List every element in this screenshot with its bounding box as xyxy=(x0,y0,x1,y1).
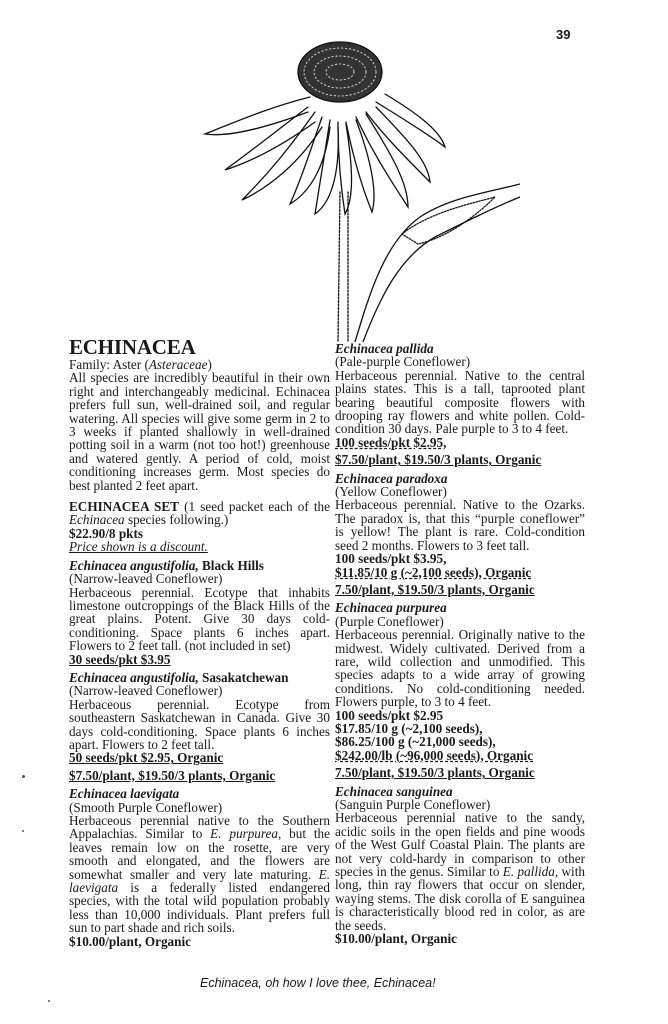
entry-pallida xyxy=(335,342,585,467)
common-name: (Narrow-leaved Coneflower) xyxy=(69,683,223,699)
price-line: 7.50/plant, $19.50/3 plants, Organic xyxy=(335,765,535,781)
entry-angustifolia-black-hills: Echinacea angustifolia, Black Hills (Narrow-leaved Coneflower) Herbaceous perennial. Ecotype that inhabits limestone outcroppings of the Black Hills of the great plains. Potent. Give 30 days cold-conditioning. Space plants 6 inches apart. Flowers to 2 feet tall. (not included in set) 30 seeds/pkt $3.95 xyxy=(69,557,330,667)
species-name: Echinacea laevigata xyxy=(69,786,180,802)
description: Herbaceous perennial. Native to the central plains states. This is a tall, taprooted plant bearing beautiful composite flowers with drooping ray flowers and white pollen. Cold-condition 30 days. Pale purple to 3 to 4 feet. xyxy=(335,367,585,437)
coneflower-illustration xyxy=(180,12,520,342)
price-line: 7.50/plant, $19.50/3 plants, Organic xyxy=(335,581,535,597)
common-name: (Purple Coneflower) xyxy=(335,613,444,629)
section-heading: ECHINACEA xyxy=(69,335,196,359)
set-discount-note: Price shown is a discount. xyxy=(69,539,208,555)
price-line: $86.25/100 g (~21,000 seeds), xyxy=(335,734,496,750)
description: Herbaceous perennial. Ecotype from southeastern Saskatchewan in Canada. Give 30 days cold-conditioning. Space plants 6 inches apart. Flowers to 2 feet tall. xyxy=(69,696,330,752)
price-line: $10.00/plant, Organic xyxy=(335,931,457,947)
left-column xyxy=(69,330,330,948)
price-line: $11.85/10 g (~2,100 seeds), Organic xyxy=(335,564,532,580)
species-name: Echinacea sanguinea xyxy=(335,783,453,799)
species-name: Echinacea pallida xyxy=(335,341,434,356)
set-price: $22.90/8 pkts xyxy=(69,525,144,541)
petal xyxy=(356,114,408,207)
petal xyxy=(376,94,445,147)
set-title: ECHINACEA SET xyxy=(69,499,179,515)
species-name: Echinacea purpurea xyxy=(335,600,447,616)
entry-laevigata xyxy=(69,787,330,948)
footer-tagline: Echinacea, oh how I love thee, Echinacea! xyxy=(200,976,436,990)
common-name: (Smooth Purple Coneflower) xyxy=(69,799,223,815)
price-line: 100 seeds/pkt $2.95 xyxy=(335,707,444,723)
description: Herbaceous perennial native to the Southern Appalachias. Similar to E. purpurea, but the leaves remain low on the rosette, are very smooth and elongated, and the flowers are somewhat smaller and very late maturing. E. laevigata is a federally listed endangered species, with the total wild population probably less than 10,000 individuals. Plant prefers full sun to part shade and rich soils. xyxy=(69,813,330,936)
petal xyxy=(225,107,315,170)
price-line: 100 seeds/pkt $3.95, xyxy=(335,551,447,567)
species-name: Echinacea paradoxa xyxy=(335,470,448,486)
petal xyxy=(205,97,310,135)
common-name: (Sanguin Purple Coneflower) xyxy=(335,797,491,812)
petal xyxy=(315,120,338,214)
cone xyxy=(298,42,382,102)
entry-sanguinea xyxy=(335,785,585,946)
description: Herbaceous perennial. Originally native to the midwest. Widely cultivated. Derived from a rare, wild collection and unmodified. This species adapts to a wide array of growing conditions. No cold-conditioning needed. Flowers purple, to 3 to 4 feet. xyxy=(335,627,585,710)
stem xyxy=(338,192,348,342)
entry-purpurea xyxy=(335,601,585,779)
common-name: (Narrow-leaved Coneflower) xyxy=(69,571,223,587)
description: Herbaceous perennial. Native to the Ozarks. The paradox is, that this “purple coneflower” is yellow! The plant is rare. Cold-condition seed 2 months. Flowers to 3 feet tall. xyxy=(335,497,585,553)
page-number: 39 xyxy=(556,27,571,42)
price-line: $242.00/lb (~96,000 seeds), Organic xyxy=(335,747,534,763)
description: Herbaceous perennial. Ecotype that inhabits limestone outcroppings of the Black Hills of the great plains. Potent. Give 30 days cold-conditioning. Space plants 6 inches apart. Flowers to 2 feet tall. (not included in set) xyxy=(69,584,330,654)
scan-speck xyxy=(22,775,25,778)
entry-paradoxa xyxy=(335,472,585,597)
price-line: $17.85/10 g (~2,100 seeds), xyxy=(335,720,483,736)
entry-angustifolia-saskatchewan: Echinacea angustifolia, Sasakatchewan (Narrow-leaved Coneflower) Herbaceous perennial. Ecotype from southeastern Saskatchewan in Canada. Give 30 days cold-conditioning. Space plants 6 inches apart. Flowers to 2 feet tall. 50 seeds/pkt $2.95, Organic $7.50/plant, $19.50/3 plants, Organic xyxy=(69,669,330,783)
description: Herbaceous perennial native to the sandy, acidic soils in the open fields and pine woods of the West Gulf Coastal Plain. The plants are not very cold-hardy in comparison to other species in the genus. Similar to E. pallida, with long, thin ray flowers that occur on slender, waying stems. The disk corolla of E sanguinea is characteristically blood red in color, as are the seeds. xyxy=(335,810,585,933)
scan-speck xyxy=(48,1000,50,1002)
price-line: $10.00/plant, Organic xyxy=(69,933,191,949)
scan-speck xyxy=(22,830,24,832)
price-line: 50 seeds/pkt $2.95, Organic xyxy=(69,750,224,766)
species-name: Echinacea angustifolia, xyxy=(69,557,199,573)
common-name: (Pale-purple Coneflower) xyxy=(335,354,471,370)
echinacea-set: ECHINACEA SET (1 seed packet each of the Echinacea species following.) $22.90/8 pkts Price shown is a discount. xyxy=(69,499,330,555)
species-name: Echinacea angustifolia, xyxy=(69,669,199,685)
price-line: 100 seeds/pkt $2.95, xyxy=(335,434,447,450)
price-line: $7.50/plant, $19.50/3 plants, Organic xyxy=(335,452,542,468)
price-line: $7.50/plant, $19.50/3 plants, Organic xyxy=(69,767,276,783)
family-line: Family: Aster (Asteraceae) xyxy=(69,357,212,372)
price-line: 30 seeds/pkt $3.95 xyxy=(69,651,171,667)
intro-paragraph: All species are incredibly beautiful in their own right and interchangeably medicinal. Echinacea prefers full sun, well-drained soil, and regular watering. All species will give some germ in 2 to 3 weeks if planted shallowly in well-drained potting soil in a warm (not too hot!) greenhouse and watered gently. A period of cold, moist conditioning increases germ. Most species do best planted 2 feet apart. xyxy=(69,370,330,493)
leaf xyxy=(355,184,520,342)
right-column xyxy=(335,342,585,945)
common-name: (Yellow Coneflower) xyxy=(335,484,447,500)
